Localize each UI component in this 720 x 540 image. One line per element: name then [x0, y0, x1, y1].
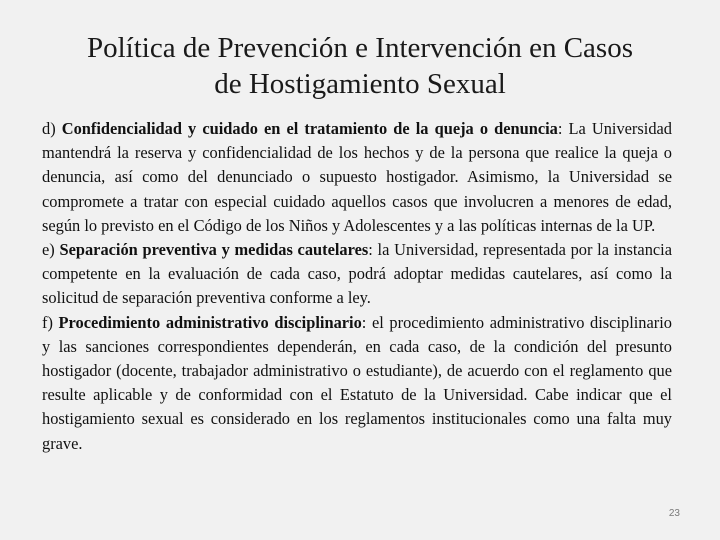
paragraph-text: : el procedimiento administrativo disciplinario y las sanciones correspondientes dependerán, en cada caso, de la condición del presunto hostigador (docente, trabajador administrativo o estudiante), de acuerdo con el reglamento que resulte aplicable y de conformidad con el Estatuto de la Universidad. Cabe indicar que el hostigamiento sexual es considerado en los reglamentos institucionales como una falta muy grave.	[42, 312, 672, 453]
paragraph-confidencialidad	[42, 117, 672, 238]
paragraph-prefix: e)	[42, 240, 60, 260]
paragraph-text: : la Universidad, representada por la instancia competente en la evaluación de cada caso, podrá adoptar medidas cautelares, así como la solicitud de separación preventiva conforme a ley.	[42, 240, 672, 308]
paragraph-heading: Procedimiento administrativo disciplinario	[58, 312, 362, 332]
paragraph-prefix: f)	[42, 312, 59, 332]
paragraph-heading: Separación preventiva y medidas cautelares	[59, 240, 369, 260]
paragraph-prefix: d)	[42, 119, 62, 138]
title-line-1: Política de Prevención e Intervención en Casos	[86, 32, 633, 64]
paragraph-heading: Confidencialidad y cuidado en el tratamiento de la queja o denuncia	[61, 119, 558, 138]
slide-title	[30, 30, 690, 102]
page-number: 23	[668, 508, 680, 519]
paragraph-text: : La Universidad mantendrá la reserva y confidencialidad de los hechos y de la persona que realice la queja o denuncia, así como del denunciado o supuesto hostigador. Asimismo, la Universidad se compromete a tratar con especial cuidado aquellos casos que involucren a menores de edad, según lo previsto en el Código de los Niños y Adolescentes y a las políticas internas de la UP.	[42, 119, 672, 235]
title-line-2: de Hostigamiento Sexual	[214, 68, 506, 100]
slide-body	[42, 117, 672, 456]
paragraph-procedimiento	[42, 311, 672, 456]
paragraph-separacion	[42, 238, 672, 311]
